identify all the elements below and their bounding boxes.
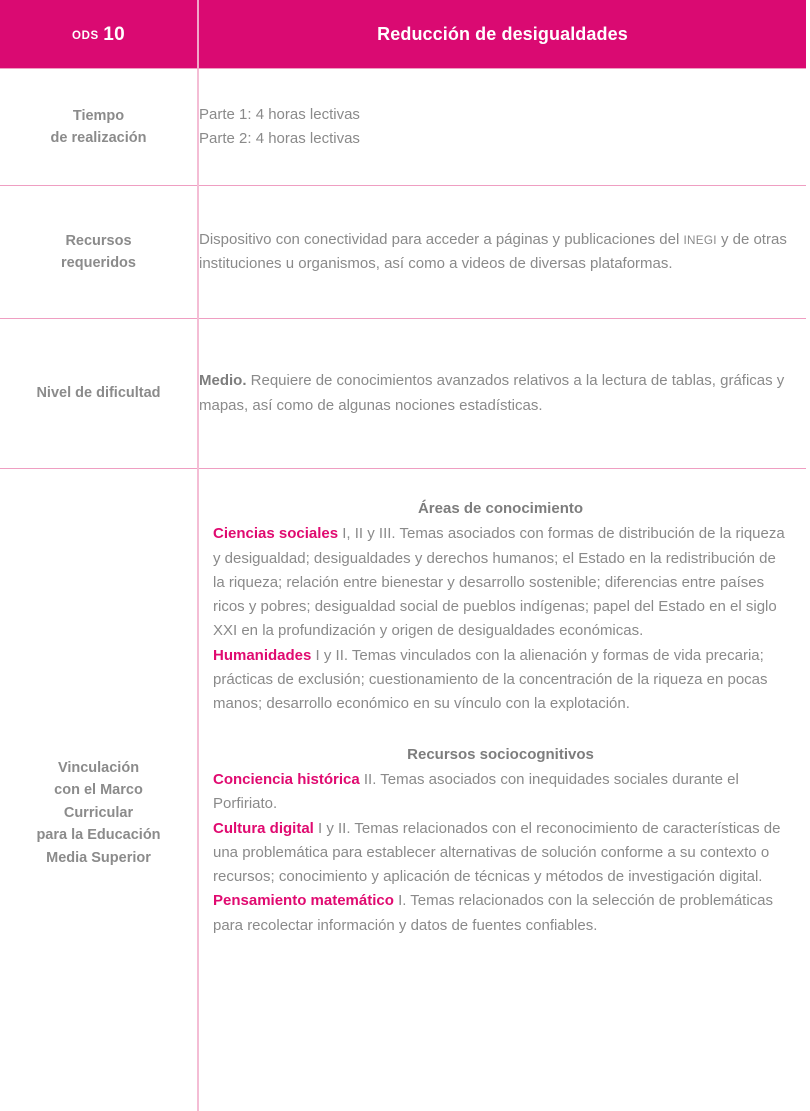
row-label-vinculacion-line1: Vinculación <box>57 759 140 776</box>
header-title-cell <box>198 0 806 69</box>
table-row-vinculacion <box>0 469 806 1111</box>
recurso-text-conciencia-historica: II. Temas asociados con inequidades sociales durante el Porfiriato. <box>213 770 739 813</box>
recurso-item-conciencia-historica <box>213 768 788 817</box>
table-header-row <box>0 0 806 69</box>
recurso-text-cultura-digital: I y II. Temas relacionados con el reconocimiento de características de una problemática para establecer alternativas de solución conforme a su contexto o recursos; conocimiento y aplicación de técnicas y métodos de investigación digital. <box>213 819 781 886</box>
row-label-nivel <box>0 319 198 469</box>
area-item-ciencias-sociales <box>213 522 788 643</box>
section-heading-areas: Áreas de conocimiento <box>417 500 584 517</box>
recurso-item-pensamiento-matematico <box>213 889 788 938</box>
ods-code <box>0 25 197 44</box>
row-label-vinculacion-line4: para la Educación <box>36 827 161 844</box>
section-spacer <box>213 717 788 743</box>
recurso-item-cultura-digital <box>213 817 788 890</box>
page-title: Reducción de desigualdades <box>377 23 628 44</box>
table-row-nivel <box>0 319 806 469</box>
row-label-recursos-line1: Recursos <box>65 232 132 249</box>
row-value-vinculacion <box>198 469 806 1111</box>
recursos-text-before: Dispositivo con conectividad para acceder a páginas y publicaciones del <box>199 230 684 248</box>
tiempo-parte-2: Parte 2: 4 horas lectivas <box>199 130 360 147</box>
header-ods-cell <box>0 0 198 69</box>
section-heading-recursos-sociocognitivos: Recursos sociocognitivos <box>407 745 594 763</box>
recurso-term-cultura-digital: Cultura digital <box>213 819 314 837</box>
recurso-text-pensamiento-matematico: I. Temas relacionados con la selección de problemáticas para recolectar información y datos de fuentes confiables. <box>213 892 774 934</box>
row-label-recursos <box>0 186 198 319</box>
area-text-ciencias-sociales: I, II y III. Temas asociados con formas de distribución de la riqueza y desigualdad; desigualdades y derechos humanos; el Estado en la redistribución de la riqueza; relación entre bienestar y desarrollo sostenible; diferencias entre países ricos y pobres; desigualdad social de pueblos indígenas; papel del Estado en el siglo XXI en la profundización y origen de desigualdades económicas. <box>213 525 785 640</box>
area-text-humanidades: I y II. Temas vinculados con la alienación y formas de vida precaria; prácticas de exclusión; cuestionamiento de la concentración de la riqueza en pocas manos; desarrollo económico en su vínculo con la explotación. <box>213 646 768 713</box>
row-label-tiempo-line1: Tiempo <box>72 107 125 124</box>
row-value-tiempo <box>198 69 806 186</box>
row-label-tiempo <box>0 69 198 186</box>
area-item-humanidades <box>213 644 788 717</box>
row-label-vinculacion <box>0 469 198 1111</box>
nivel-value-rest: Requiere de conocimientos avanzados relativos a la lectura de tablas, gráficas y mapas, así como de algunas nociones estadísticas. <box>199 372 785 414</box>
row-label-vinculacion-line3: Curricular <box>63 804 134 821</box>
recurso-term-conciencia-historica: Conciencia histórica <box>213 770 360 788</box>
nivel-value-bold: Medio. <box>199 372 247 390</box>
tiempo-parte-1: Parte 1: 4 horas lectivas <box>199 105 360 123</box>
row-label-nivel-text: Nivel de dificultad <box>36 385 161 402</box>
table-row-tiempo <box>0 69 806 186</box>
row-label-vinculacion-line5: Media Superior <box>46 849 151 866</box>
ods-number: 10 <box>103 23 125 45</box>
row-label-tiempo-line2: de realización <box>50 130 147 146</box>
row-label-recursos-line2: requeridos <box>61 255 136 271</box>
area-term-humanidades: Humanidades <box>213 646 312 664</box>
row-value-recursos <box>198 186 806 319</box>
recurso-term-pensamiento-matematico: Pensamiento matemático <box>213 892 394 910</box>
row-value-nivel <box>198 319 806 469</box>
area-term-ciencias-sociales: Ciencias sociales <box>213 525 339 543</box>
table-row-recursos <box>0 186 806 319</box>
row-label-vinculacion-line2: con el Marco <box>54 782 143 799</box>
recursos-text-after: y de otras instituciones u organismos, así como a videos de diversas plataformas. <box>199 230 787 272</box>
ods-label: ODS <box>72 29 99 42</box>
inegi-acronym: INEGI <box>683 233 717 247</box>
